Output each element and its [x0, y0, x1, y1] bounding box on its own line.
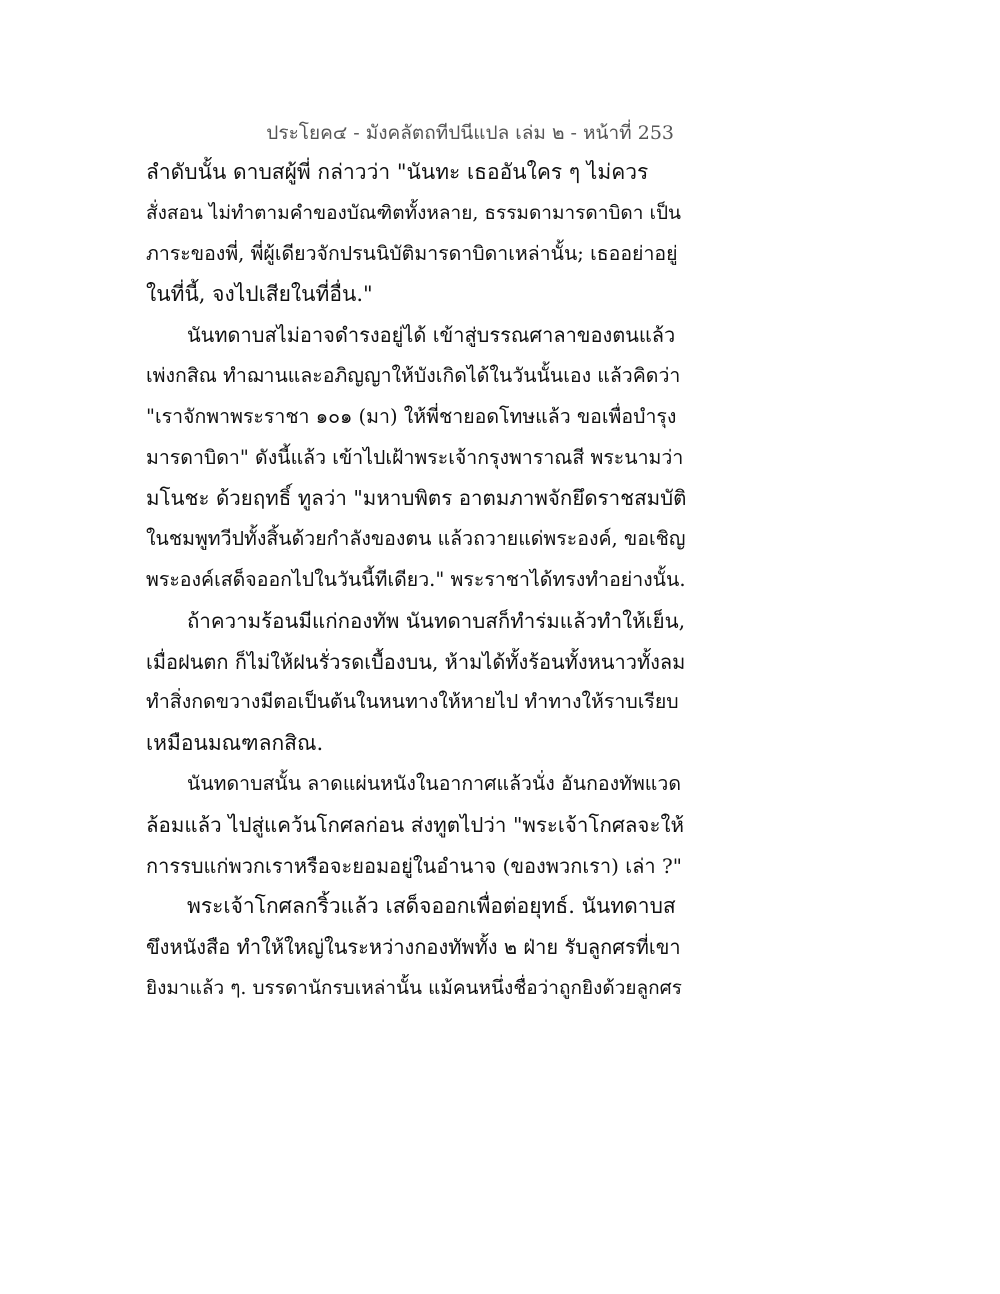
- text-line-1: ลำดับนั้น ดาบสผู้พี่ กล่าวว่า "นันทะ เธออันใคร ๆ ไม่ควร: [146, 160, 649, 184]
- text-line-3: ภาระของพี่, พี่ผู้เดียวจักปรนนิบัติมารดาบิดาเหล่านั้น; เธออย่าอยู่: [146, 241, 678, 265]
- running-header: ประโยค๔ - มังคลัตถทีปนีแปล เล่ม ๒ - หน้าที่ 253: [266, 122, 674, 144]
- text-line-10: ในชมพูทวีปทั้งสิ้นด้วยกำลังของตน แล้วถวายแด่พระองค์, ขอเชิญ: [146, 527, 686, 551]
- text-line-16: นันทดาบสนั้น ลาดแผ่นหนังในอากาศแล้วนั่ง อันกองทัพแวด: [187, 771, 681, 795]
- text-line-4: ในที่นี้, จงไปเสียในที่อื่น.": [146, 282, 373, 307]
- text-line-15: เหมือนมณฑลกสิณ.: [146, 731, 324, 756]
- text-line-13: เมื่อฝนตก ก็ไม่ให้ฝนรั่วรดเบื้องบน, ห้ามได้ทั้งร้อนทั้งหนาวทั้งลม: [146, 649, 686, 674]
- text-line-18: การรบแก่พวกเราหรือจะยอมอยู่ในอำนาจ (ของพวกเรา) เล่า ?": [146, 853, 682, 878]
- text-line-5: นันทดาบสไม่อาจดำรงอยู่ได้ เข้าสู่บรรณศาลาของตนแล้ว: [187, 323, 676, 348]
- text-line-6: เพ่งกสิณ ทำฌานและอภิญญาให้บังเกิดได้ในวันนั้นเอง แล้วคิดว่า: [146, 363, 681, 387]
- text-line-8: มารดาบิดา" ดังนี้แล้ว เข้าไปเฝ้าพระเจ้ากรุงพาราณสี พระนามว่า: [146, 445, 684, 469]
- text-line-20: ขึงหนังสือ ทำให้ใหญ่ในระหว่างกองทัพทั้ง ๒ ฝ่าย รับลูกศรที่เขา: [146, 935, 681, 960]
- text-line-21: ยิงมาแล้ว ๆ. บรรดานักรบเหล่านั้น แม้คนหนึ่งชื่อว่าถูกยิงด้วยลูกศร: [146, 976, 682, 999]
- text-line-7: "เราจักพาพระราชา ๑๐๑ (มา) ให้พี่ชายอดโทษแล้ว ขอเพื่อบำรุง: [146, 404, 677, 428]
- text-line-17: ล้อมแล้ว ไปสู่แคว้นโกศลก่อน ส่งทูตไปว่า "พระเจ้าโกศลจะให้: [146, 812, 684, 837]
- text-line-9: มโนชะ ด้วยฤทธิ์ ทูลว่า "มหาบพิตร อาตมภาพจักยึดราชสมบัติ: [146, 486, 687, 511]
- text-line-2: สั่งสอน ไม่ทำตามคำของบัณฑิตทั้งหลาย, ธรรมดามารดาบิดา เป็น: [146, 201, 682, 224]
- body-text: [146, 152, 686, 1009]
- text-line-19: พระเจ้าโกศลกริ้วแล้ว เสด็จออกเพื่อต่อยุทธ์. นันทดาบส: [187, 894, 676, 919]
- text-line-12: ถ้าความร้อนมีแก่กองทัพ นันทดาบสก็ทำร่มแล้วทำให้เย็น,: [187, 608, 686, 633]
- text-line-14: ทำสิ่งกดขวางมีตอเป็นต้นในหนทางให้หายไป ทำทางให้ราบเรียบ: [146, 690, 679, 714]
- text-line-11: พระองค์เสด็จออกไปในวันนี้ทีเดียว." พระราชาได้ทรงทำอย่างนั้น.: [146, 567, 686, 591]
